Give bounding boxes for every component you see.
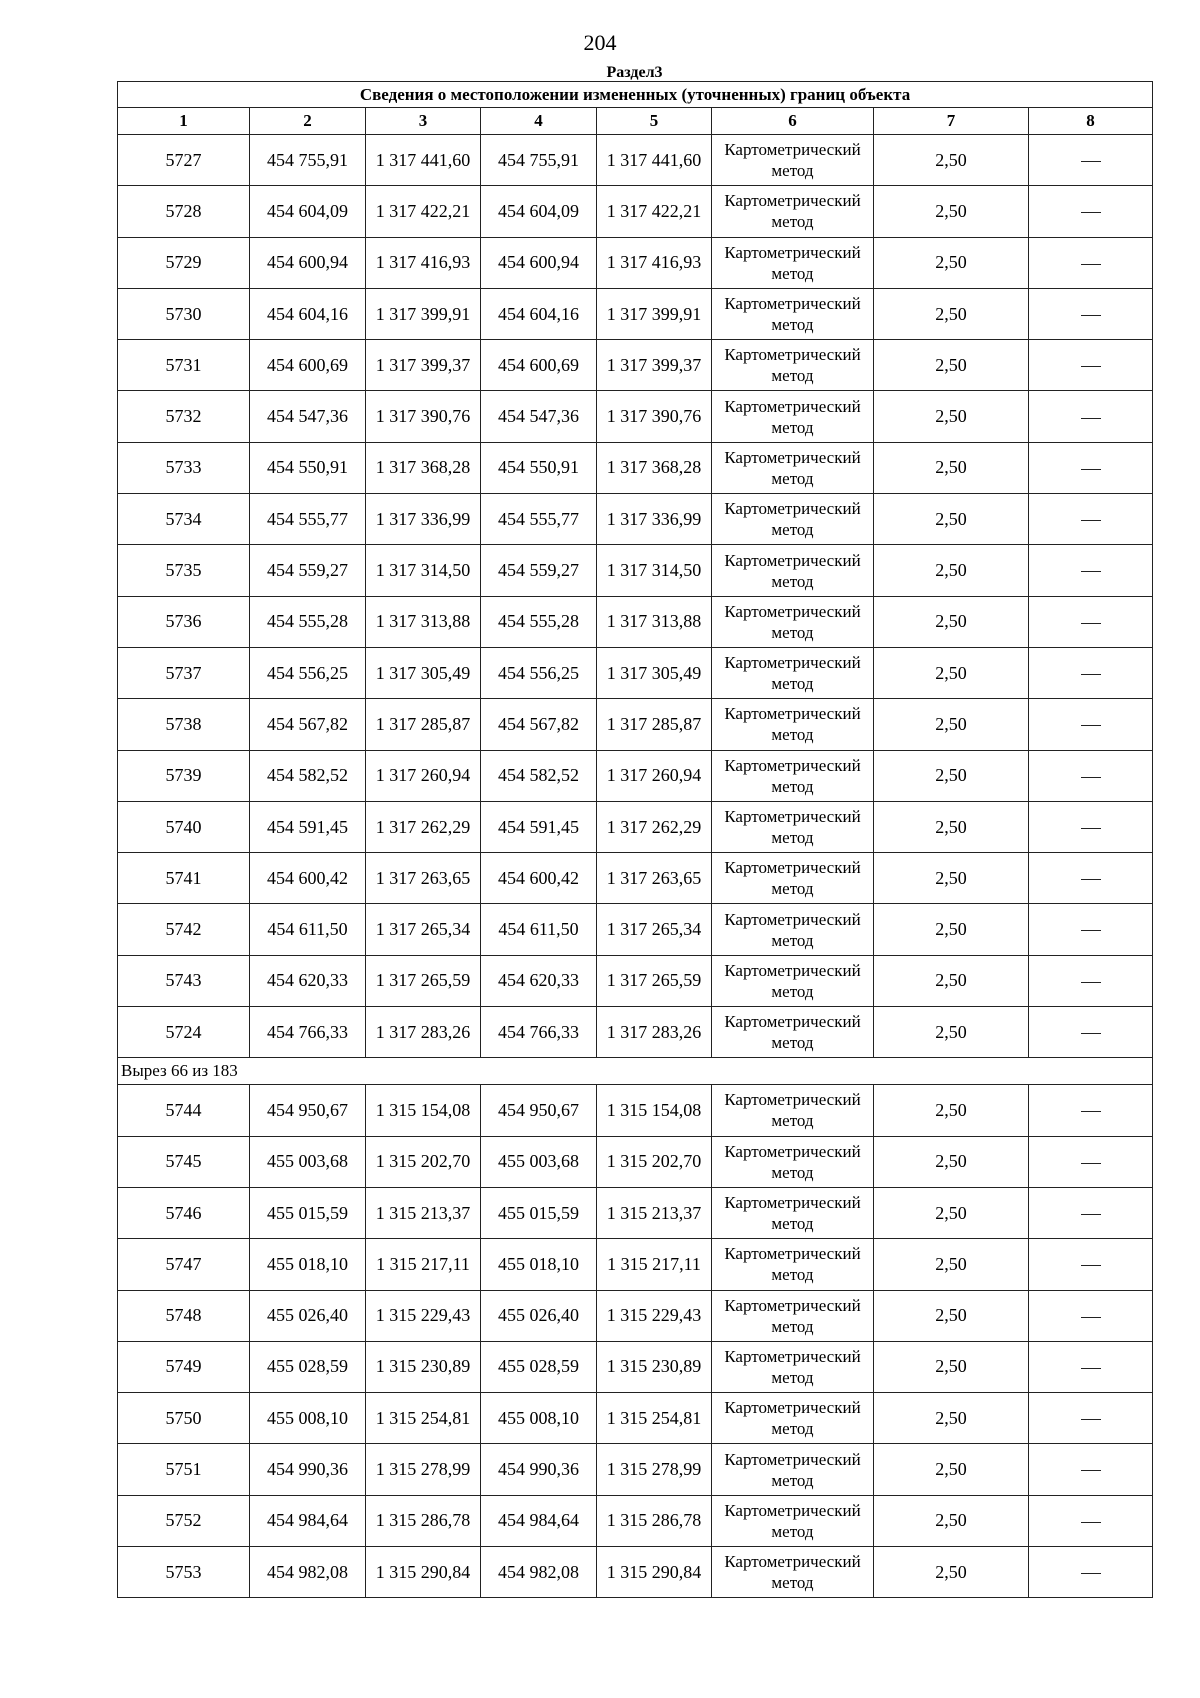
x-existing-cell: 454 547,36 [250, 391, 366, 442]
description-cell [1029, 1187, 1153, 1238]
x-existing-cell: 454 984,64 [250, 1495, 366, 1546]
y-existing-cell: 1 315 278,99 [366, 1444, 481, 1495]
method-cell: Картометрический метод [712, 1239, 874, 1290]
y-existing-cell: 1 317 262,29 [366, 801, 481, 852]
y-new-cell: 1 317 263,65 [597, 853, 712, 904]
dash-mark [1081, 1163, 1101, 1164]
boundary-coordinates-table [117, 81, 1153, 1598]
x-existing-cell: 454 559,27 [250, 545, 366, 596]
method-cell: Картометрический метод [712, 647, 874, 698]
y-existing-cell: 1 315 213,37 [366, 1187, 481, 1238]
x-new-cell: 455 018,10 [481, 1239, 597, 1290]
description-cell [1029, 1085, 1153, 1136]
dash-mark [1081, 930, 1101, 931]
dash-mark [1081, 879, 1101, 880]
x-existing-cell: 454 567,82 [250, 699, 366, 750]
description-cell [1029, 1290, 1153, 1341]
point-number-cell: 5748 [118, 1290, 250, 1341]
x-new-cell: 454 620,33 [481, 955, 597, 1006]
y-new-cell: 1 317 265,59 [597, 955, 712, 1006]
table-row [118, 391, 1153, 442]
y-existing-cell: 1 317 305,49 [366, 647, 481, 698]
x-new-cell: 454 990,36 [481, 1444, 597, 1495]
dash-mark [1081, 777, 1101, 778]
x-existing-cell: 454 620,33 [250, 955, 366, 1006]
x-new-cell: 454 600,94 [481, 237, 597, 288]
table-row [118, 135, 1153, 186]
description-cell [1029, 1547, 1153, 1598]
x-new-cell: 454 604,16 [481, 288, 597, 339]
point-number-cell: 5742 [118, 904, 250, 955]
description-cell [1029, 699, 1153, 750]
y-existing-cell: 1 317 265,34 [366, 904, 481, 955]
y-existing-cell: 1 317 368,28 [366, 442, 481, 493]
point-number-cell: 5745 [118, 1136, 250, 1187]
table-row [118, 494, 1153, 545]
accuracy-cell: 2,50 [874, 1187, 1029, 1238]
table-row [118, 288, 1153, 339]
method-cell: Картометрический метод [712, 1495, 874, 1546]
y-existing-cell: 1 317 399,91 [366, 288, 481, 339]
x-new-cell: 454 559,27 [481, 545, 597, 596]
cutout-label-row [118, 1058, 1153, 1085]
description-cell [1029, 801, 1153, 852]
table-row [118, 1341, 1153, 1392]
description-cell [1029, 1007, 1153, 1058]
point-number-cell: 5741 [118, 853, 250, 904]
y-existing-cell: 1 317 441,60 [366, 135, 481, 186]
dash-mark [1081, 264, 1101, 265]
method-cell: Картометрический метод [712, 853, 874, 904]
x-existing-cell: 454 950,67 [250, 1085, 366, 1136]
x-existing-cell: 454 555,77 [250, 494, 366, 545]
y-new-cell: 1 315 202,70 [597, 1136, 712, 1187]
description-cell [1029, 647, 1153, 698]
x-new-cell: 454 547,36 [481, 391, 597, 442]
table-row [118, 1136, 1153, 1187]
method-cell: Картометрический метод [712, 904, 874, 955]
y-existing-cell: 1 315 254,81 [366, 1393, 481, 1444]
accuracy-cell: 2,50 [874, 288, 1029, 339]
y-new-cell: 1 317 313,88 [597, 596, 712, 647]
x-new-cell: 455 028,59 [481, 1341, 597, 1392]
y-new-cell: 1 315 278,99 [597, 1444, 712, 1495]
x-existing-cell: 454 990,36 [250, 1444, 366, 1495]
method-cell: Картометрический метод [712, 391, 874, 442]
description-cell [1029, 442, 1153, 493]
x-new-cell: 454 555,28 [481, 596, 597, 647]
x-new-cell: 455 015,59 [481, 1187, 597, 1238]
dash-mark [1081, 828, 1101, 829]
dash-mark [1081, 674, 1101, 675]
point-number-cell: 5753 [118, 1547, 250, 1598]
description-cell [1029, 340, 1153, 391]
method-cell: Картометрический метод [712, 699, 874, 750]
method-cell: Картометрический метод [712, 1007, 874, 1058]
x-existing-cell: 454 604,09 [250, 186, 366, 237]
table-row [118, 1085, 1153, 1136]
method-cell: Картометрический метод [712, 340, 874, 391]
x-new-cell: 454 591,45 [481, 801, 597, 852]
dash-mark [1081, 418, 1101, 419]
x-existing-cell: 454 600,94 [250, 237, 366, 288]
table-row [118, 340, 1153, 391]
y-new-cell: 1 317 441,60 [597, 135, 712, 186]
section-title: Раздел3 [606, 64, 663, 81]
accuracy-cell: 2,50 [874, 135, 1029, 186]
description-cell [1029, 288, 1153, 339]
accuracy-cell: 2,50 [874, 699, 1029, 750]
method-cell: Картометрический метод [712, 288, 874, 339]
table-body [118, 135, 1153, 1598]
accuracy-cell: 2,50 [874, 1341, 1029, 1392]
description-cell [1029, 904, 1153, 955]
y-new-cell: 1 315 217,11 [597, 1239, 712, 1290]
x-existing-cell: 454 766,33 [250, 1007, 366, 1058]
y-new-cell: 1 317 285,87 [597, 699, 712, 750]
accuracy-cell: 2,50 [874, 494, 1029, 545]
point-number-cell: 5750 [118, 1393, 250, 1444]
method-cell: Картометрический метод [712, 237, 874, 288]
x-new-cell: 454 950,67 [481, 1085, 597, 1136]
description-cell [1029, 237, 1153, 288]
point-number-cell: 5730 [118, 288, 250, 339]
description-cell [1029, 1136, 1153, 1187]
y-new-cell: 1 315 229,43 [597, 1290, 712, 1341]
accuracy-cell: 2,50 [874, 853, 1029, 904]
point-number-cell: 5739 [118, 750, 250, 801]
accuracy-cell: 2,50 [874, 545, 1029, 596]
point-number-cell: 5734 [118, 494, 250, 545]
description-cell [1029, 1393, 1153, 1444]
table-caption: Сведения о местоположении измененных (уточненных) границ объекта [118, 82, 1153, 108]
dash-mark [1081, 571, 1101, 572]
x-existing-cell: 454 550,91 [250, 442, 366, 493]
x-existing-cell: 455 008,10 [250, 1393, 366, 1444]
table-row [118, 699, 1153, 750]
table-row [118, 904, 1153, 955]
point-number-cell: 5727 [118, 135, 250, 186]
accuracy-cell: 2,50 [874, 1495, 1029, 1546]
table-row [118, 1187, 1153, 1238]
table-row [118, 750, 1153, 801]
x-existing-cell: 454 600,69 [250, 340, 366, 391]
accuracy-cell: 2,50 [874, 340, 1029, 391]
y-existing-cell: 1 317 260,94 [366, 750, 481, 801]
y-new-cell: 1 317 314,50 [597, 545, 712, 596]
dash-mark [1081, 315, 1101, 316]
dash-mark [1081, 1111, 1101, 1112]
column-header: 6 [712, 108, 874, 135]
x-existing-cell: 455 018,10 [250, 1239, 366, 1290]
y-new-cell: 1 317 305,49 [597, 647, 712, 698]
table-row [118, 1444, 1153, 1495]
accuracy-cell: 2,50 [874, 1136, 1029, 1187]
y-existing-cell: 1 315 154,08 [366, 1085, 481, 1136]
dash-mark [1081, 469, 1101, 470]
y-existing-cell: 1 317 399,37 [366, 340, 481, 391]
y-existing-cell: 1 317 283,26 [366, 1007, 481, 1058]
method-cell: Картометрический метод [712, 1085, 874, 1136]
point-number-cell: 5749 [118, 1341, 250, 1392]
y-new-cell: 1 317 399,37 [597, 340, 712, 391]
description-cell [1029, 1495, 1153, 1546]
x-new-cell: 454 550,91 [481, 442, 597, 493]
x-new-cell: 454 600,69 [481, 340, 597, 391]
dash-mark [1081, 982, 1101, 983]
point-number-cell: 5737 [118, 647, 250, 698]
description-cell [1029, 853, 1153, 904]
description-cell [1029, 596, 1153, 647]
y-existing-cell: 1 315 229,43 [366, 1290, 481, 1341]
column-header: 2 [250, 108, 366, 135]
dash-mark [1081, 366, 1101, 367]
method-cell: Картометрический метод [712, 1547, 874, 1598]
point-number-cell: 5746 [118, 1187, 250, 1238]
accuracy-cell: 2,50 [874, 1007, 1029, 1058]
x-existing-cell: 454 591,45 [250, 801, 366, 852]
point-number-cell: 5733 [118, 442, 250, 493]
x-new-cell: 454 982,08 [481, 1547, 597, 1598]
table-row [118, 186, 1153, 237]
cutout-label: Вырез 66 из 183 [118, 1058, 1153, 1085]
point-number-cell: 5731 [118, 340, 250, 391]
method-cell: Картометрический метод [712, 1187, 874, 1238]
y-new-cell: 1 315 290,84 [597, 1547, 712, 1598]
point-number-cell: 5752 [118, 1495, 250, 1546]
description-cell [1029, 1239, 1153, 1290]
x-new-cell: 455 026,40 [481, 1290, 597, 1341]
x-existing-cell: 454 555,28 [250, 596, 366, 647]
y-new-cell: 1 315 254,81 [597, 1393, 712, 1444]
y-new-cell: 1 317 260,94 [597, 750, 712, 801]
x-new-cell: 455 003,68 [481, 1136, 597, 1187]
point-number-cell: 5740 [118, 801, 250, 852]
y-new-cell: 1 317 390,76 [597, 391, 712, 442]
point-number-cell: 5738 [118, 699, 250, 750]
y-existing-cell: 1 317 263,65 [366, 853, 481, 904]
method-cell: Картометрический метод [712, 1444, 874, 1495]
table-row [118, 801, 1153, 852]
description-cell [1029, 545, 1153, 596]
y-existing-cell: 1 317 313,88 [366, 596, 481, 647]
method-cell: Картометрический метод [712, 442, 874, 493]
boundary-table-wrapper [117, 64, 1152, 1598]
accuracy-cell: 2,50 [874, 186, 1029, 237]
table-row [118, 955, 1153, 1006]
table-row [118, 1547, 1153, 1598]
method-cell: Картометрический метод [712, 186, 874, 237]
x-new-cell: 454 582,52 [481, 750, 597, 801]
accuracy-cell: 2,50 [874, 442, 1029, 493]
y-existing-cell: 1 315 230,89 [366, 1341, 481, 1392]
y-existing-cell: 1 317 422,21 [366, 186, 481, 237]
y-new-cell: 1 317 416,93 [597, 237, 712, 288]
x-new-cell: 454 984,64 [481, 1495, 597, 1546]
dash-mark [1081, 725, 1101, 726]
method-cell: Картометрический метод [712, 801, 874, 852]
dash-mark [1081, 1522, 1101, 1523]
x-new-cell: 454 766,33 [481, 1007, 597, 1058]
accuracy-cell: 2,50 [874, 1239, 1029, 1290]
y-existing-cell: 1 315 217,11 [366, 1239, 481, 1290]
accuracy-cell: 2,50 [874, 647, 1029, 698]
column-header: 4 [481, 108, 597, 135]
table-row [118, 853, 1153, 904]
method-cell: Картометрический метод [712, 955, 874, 1006]
table-row [118, 442, 1153, 493]
description-cell [1029, 1341, 1153, 1392]
method-cell: Картометрический метод [712, 1136, 874, 1187]
x-existing-cell: 455 003,68 [250, 1136, 366, 1187]
accuracy-cell: 2,50 [874, 955, 1029, 1006]
x-existing-cell: 454 582,52 [250, 750, 366, 801]
x-new-cell: 454 600,42 [481, 853, 597, 904]
y-existing-cell: 1 317 285,87 [366, 699, 481, 750]
x-new-cell: 454 604,09 [481, 186, 597, 237]
dash-mark [1081, 1573, 1101, 1574]
column-header: 8 [1029, 108, 1153, 135]
y-existing-cell: 1 317 314,50 [366, 545, 481, 596]
accuracy-cell: 2,50 [874, 750, 1029, 801]
dash-mark [1081, 212, 1101, 213]
method-cell: Картометрический метод [712, 494, 874, 545]
y-new-cell: 1 315 286,78 [597, 1495, 712, 1546]
y-existing-cell: 1 317 336,99 [366, 494, 481, 545]
x-existing-cell: 454 611,50 [250, 904, 366, 955]
method-cell: Картометрический метод [712, 596, 874, 647]
accuracy-cell: 2,50 [874, 1085, 1029, 1136]
dash-mark [1081, 520, 1101, 521]
table-row [118, 237, 1153, 288]
column-header: 3 [366, 108, 481, 135]
y-existing-cell: 1 315 202,70 [366, 1136, 481, 1187]
accuracy-cell: 2,50 [874, 1393, 1029, 1444]
dash-mark [1081, 1470, 1101, 1471]
point-number-cell: 5729 [118, 237, 250, 288]
y-existing-cell: 1 315 286,78 [366, 1495, 481, 1546]
method-cell: Картометрический метод [712, 750, 874, 801]
table-row [118, 596, 1153, 647]
dash-mark [1081, 623, 1101, 624]
y-existing-cell: 1 317 265,59 [366, 955, 481, 1006]
description-cell [1029, 1444, 1153, 1495]
x-existing-cell: 455 026,40 [250, 1290, 366, 1341]
y-new-cell: 1 317 368,28 [597, 442, 712, 493]
y-new-cell: 1 315 154,08 [597, 1085, 712, 1136]
accuracy-cell: 2,50 [874, 801, 1029, 852]
description-cell [1029, 750, 1153, 801]
x-new-cell: 454 755,91 [481, 135, 597, 186]
point-number-cell: 5735 [118, 545, 250, 596]
y-new-cell: 1 317 265,34 [597, 904, 712, 955]
column-header-row [118, 108, 1153, 135]
point-number-cell: 5736 [118, 596, 250, 647]
point-number-cell: 5747 [118, 1239, 250, 1290]
x-new-cell: 454 555,77 [481, 494, 597, 545]
dash-mark [1081, 1368, 1101, 1369]
description-cell [1029, 391, 1153, 442]
accuracy-cell: 2,50 [874, 391, 1029, 442]
accuracy-cell: 2,50 [874, 1444, 1029, 1495]
x-new-cell: 454 611,50 [481, 904, 597, 955]
column-header: 5 [597, 108, 712, 135]
table-row [118, 1495, 1153, 1546]
point-number-cell: 5724 [118, 1007, 250, 1058]
point-number-cell: 5743 [118, 955, 250, 1006]
x-existing-cell: 454 600,42 [250, 853, 366, 904]
dash-mark [1081, 1265, 1101, 1266]
y-new-cell: 1 315 230,89 [597, 1341, 712, 1392]
y-new-cell: 1 317 336,99 [597, 494, 712, 545]
method-cell: Картометрический метод [712, 1341, 874, 1392]
method-cell: Картометрический метод [712, 1393, 874, 1444]
x-existing-cell: 454 556,25 [250, 647, 366, 698]
method-cell: Картометрический метод [712, 545, 874, 596]
table-caption-row [118, 82, 1153, 108]
x-existing-cell: 454 982,08 [250, 1547, 366, 1598]
x-existing-cell: 455 015,59 [250, 1187, 366, 1238]
description-cell [1029, 135, 1153, 186]
accuracy-cell: 2,50 [874, 1547, 1029, 1598]
point-number-cell: 5744 [118, 1085, 250, 1136]
y-existing-cell: 1 315 290,84 [366, 1547, 481, 1598]
point-number-cell: 5751 [118, 1444, 250, 1495]
table-row [118, 1393, 1153, 1444]
table-row [118, 545, 1153, 596]
x-new-cell: 455 008,10 [481, 1393, 597, 1444]
description-cell [1029, 186, 1153, 237]
accuracy-cell: 2,50 [874, 237, 1029, 288]
x-new-cell: 454 567,82 [481, 699, 597, 750]
accuracy-cell: 2,50 [874, 1290, 1029, 1341]
x-existing-cell: 455 028,59 [250, 1341, 366, 1392]
point-number-cell: 5728 [118, 186, 250, 237]
page-number: 204 [583, 30, 617, 55]
dash-mark [1081, 161, 1101, 162]
x-existing-cell: 454 755,91 [250, 135, 366, 186]
table-row [118, 647, 1153, 698]
description-cell [1029, 955, 1153, 1006]
method-cell: Картометрический метод [712, 135, 874, 186]
description-cell [1029, 494, 1153, 545]
column-header: 7 [874, 108, 1029, 135]
accuracy-cell: 2,50 [874, 904, 1029, 955]
table-row [118, 1290, 1153, 1341]
y-new-cell: 1 317 399,91 [597, 288, 712, 339]
point-number-cell: 5732 [118, 391, 250, 442]
y-new-cell: 1 317 262,29 [597, 801, 712, 852]
dash-mark [1081, 1317, 1101, 1318]
method-cell: Картометрический метод [712, 1290, 874, 1341]
x-existing-cell: 454 604,16 [250, 288, 366, 339]
y-existing-cell: 1 317 416,93 [366, 237, 481, 288]
dash-mark [1081, 1419, 1101, 1420]
table-row [118, 1239, 1153, 1290]
table-row [118, 1007, 1153, 1058]
accuracy-cell: 2,50 [874, 596, 1029, 647]
dash-mark [1081, 1033, 1101, 1034]
y-new-cell: 1 315 213,37 [597, 1187, 712, 1238]
column-header: 1 [118, 108, 250, 135]
x-new-cell: 454 556,25 [481, 647, 597, 698]
y-new-cell: 1 317 422,21 [597, 186, 712, 237]
y-existing-cell: 1 317 390,76 [366, 391, 481, 442]
y-new-cell: 1 317 283,26 [597, 1007, 712, 1058]
dash-mark [1081, 1214, 1101, 1215]
